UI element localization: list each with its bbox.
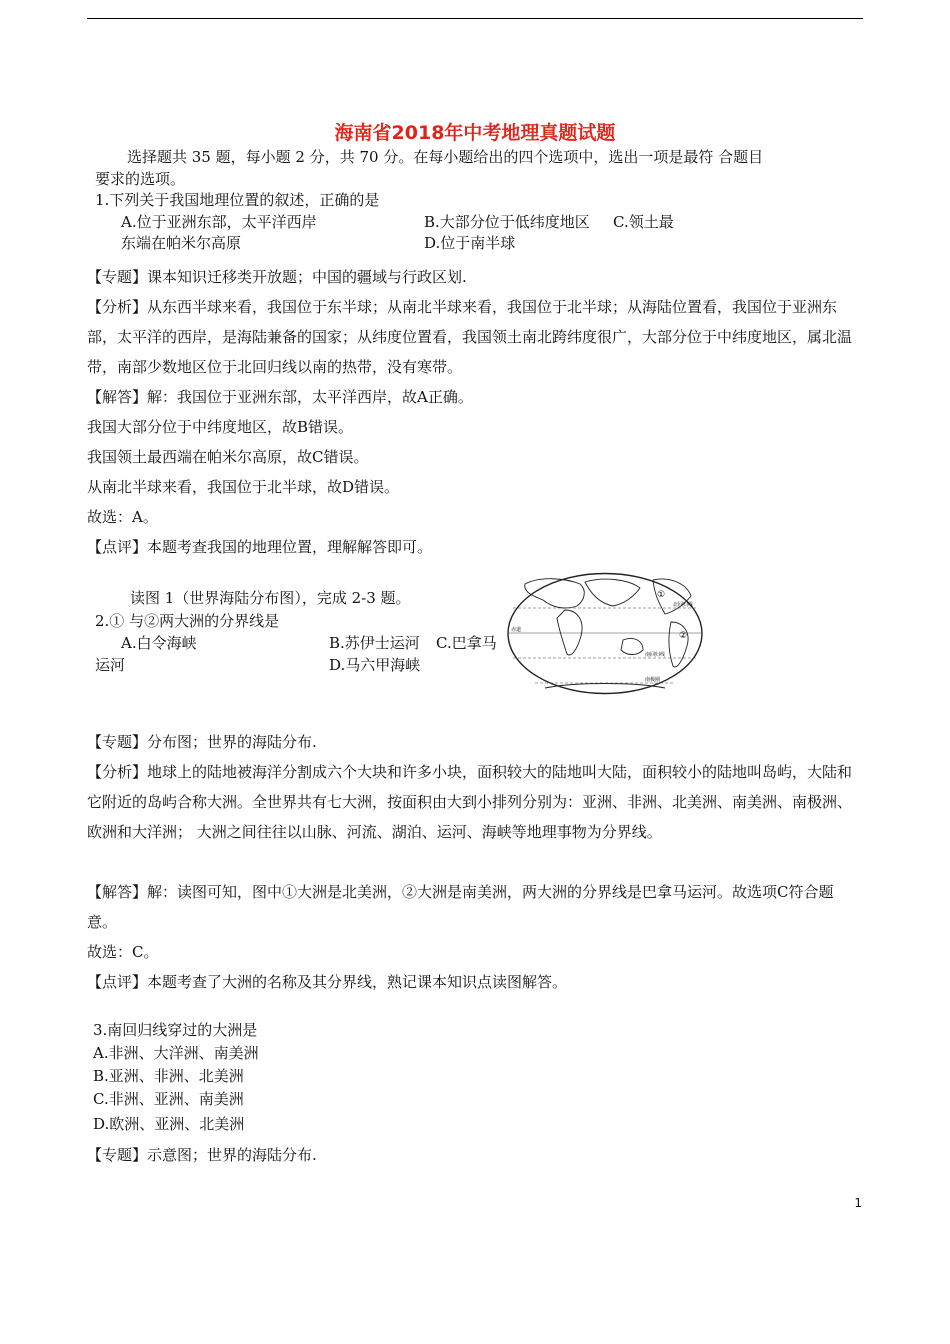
map-label-circle-1: ① — [657, 590, 666, 600]
map-label-south-polar: 南极圈 — [645, 677, 661, 683]
map-label-south-tropic: 南回归线 — [645, 652, 666, 658]
q1-jieda-tag: 【解答】 — [87, 388, 148, 406]
q1-zhuanti — [87, 262, 863, 292]
q1-option-b: B.大部分位于低纬度地区 — [424, 213, 590, 231]
q2-zhuanti-tag: 【专题】 — [87, 733, 148, 751]
q2-option-b: B.苏伊士运河 — [329, 634, 420, 652]
q2-fenxi-text: 地球上的陆地被海洋分割成六个大块和许多小块，面积较大的陆地叫大陆，面积较小的陆地叫岛屿，大陆和它附近的岛屿合称大洲。全世界共有七大洲，按面积由大到小排列分别为：亚洲、非洲、北美洲、南美洲、南极洲、欧洲和大洋洲； 大洲之间往往以山脉、河流、湖泊、运河、海峡等地理事物为分界线。 — [87, 763, 853, 841]
q3-zhuanti-tag: 【专题】 — [87, 1146, 148, 1164]
q1-dianping-tag: 【点评】 — [87, 538, 148, 556]
q1-option-d: D.位于南半球 — [424, 234, 516, 252]
q3-zhuanti — [87, 1140, 863, 1170]
q2-zhuanti — [87, 727, 863, 757]
q2-jieda — [87, 877, 863, 937]
map-outline — [508, 574, 702, 694]
q2-option-d: D.马六甲海峡 — [329, 656, 421, 674]
q1-stem: 1.下列关于我国地理位置的叙述，正确的是 — [95, 191, 380, 209]
q3-zhuanti-text: 示意图；世界的海陆分布. — [147, 1146, 317, 1164]
map-label-circle-2: ② — [679, 631, 688, 641]
map-label-north-tropic: 北回归线 — [673, 602, 694, 608]
q3-option-d: D.欧洲、亚洲、北美洲 — [93, 1115, 245, 1133]
q1-line-c: 我国领土最西端在帕米尔高原，故C错误。 — [87, 448, 369, 466]
q1-option-c-cont: 东端在帕米尔高原 — [121, 234, 242, 252]
q2-fenxi-tag: 【分析】 — [87, 763, 148, 781]
q2-option-c: C.巴拿马 — [436, 634, 497, 652]
q2-jieda-tag: 【解答】 — [87, 883, 148, 901]
q2-zhuanti-text: 分布图；世界的海陆分布. — [147, 733, 317, 751]
q2-dianping — [87, 967, 863, 997]
q2-jieda-text: 解：读图可知，图中①大洲是北美洲，②大洲是南美洲，两大洲的分界线是巴拿马运河。故选项C符合题意。 — [87, 883, 834, 931]
q1-answer: 故选：A。 — [87, 508, 158, 526]
q2-dianping-tag: 【点评】 — [87, 973, 148, 991]
q3-option-c: C.非洲、亚洲、南美洲 — [93, 1090, 244, 1108]
q3-option-b: B.亚洲、非洲、北美洲 — [93, 1067, 244, 1085]
q2-stem: 2.① 与②两大洲的分界线是 — [95, 612, 280, 630]
q1-fenxi-tag: 【分析】 — [87, 298, 148, 316]
header-rule — [87, 18, 863, 19]
q2-option-a: A.白令海峡 — [121, 634, 197, 652]
q1-zhuanti-text: 课本知识迁移类开放题；中国的疆域与行政区划. — [147, 268, 467, 286]
intro-line-2: 要求的选项。 — [95, 170, 186, 188]
q1-option-c: C.领土最 — [613, 213, 674, 231]
intro-line-1: 选择题共 35 题，每小题 2 分，共 70 分。在每小题给出的四个选项中，选出一项是最符 合题目 — [127, 148, 764, 166]
q1-fenxi-text: 从东西半球来看，我国位于东半球；从南北半球来看，我国位于北半球；从海陆位置看，我国位于亚洲东部，太平洋的西岸，是海陆兼备的国家；从纬度位置看，我国领土南北跨纬度很广，大部分位于中纬度地区，属北温带，南部少数地区位于北回归线以南的热带，没有寒带。 — [87, 298, 853, 376]
q3-option-a: A.非洲、大洋洲、南美洲 — [93, 1044, 259, 1062]
q1-option-a: A.位于亚洲东部，太平洋西岸 — [121, 213, 317, 231]
q1-jieda-text: 解：我国位于亚洲东部，太平洋西岸，故A正确。 — [147, 388, 473, 406]
q3-stem: 3.南回归线穿过的大洲是 — [93, 1021, 258, 1039]
world-map-figure — [505, 570, 705, 697]
map-label-equator: 赤道 — [511, 627, 522, 633]
q2-readmap: 读图 1（世界海陆分布图），完成 2-3 题。 — [130, 589, 411, 607]
q2-answer: 故选：C。 — [87, 943, 159, 961]
q2-dianping-text: 本题考查了大洲的名称及其分界线，熟记课本知识点读图解答。 — [147, 973, 568, 991]
q1-line-b: 我国大部分位于中纬度地区，故B错误。 — [87, 418, 354, 436]
q2-option-c-cont: 运河 — [95, 656, 126, 674]
q2-fenxi — [87, 757, 863, 847]
q1-fenxi — [87, 292, 863, 382]
page-number: 1 — [854, 1196, 862, 1210]
q1-dianping-text: 本题考查我国的地理位置，理解解答即可。 — [147, 538, 433, 556]
q1-zhuanti-tag: 【专题】 — [87, 268, 148, 286]
q1-dianping — [87, 532, 863, 562]
q1-line-d: 从南北半球来看，我国位于北半球，故D错误。 — [87, 478, 400, 496]
page-title: 海南省2018年中考地理真题试题 — [334, 122, 616, 144]
q1-jieda — [87, 382, 863, 412]
